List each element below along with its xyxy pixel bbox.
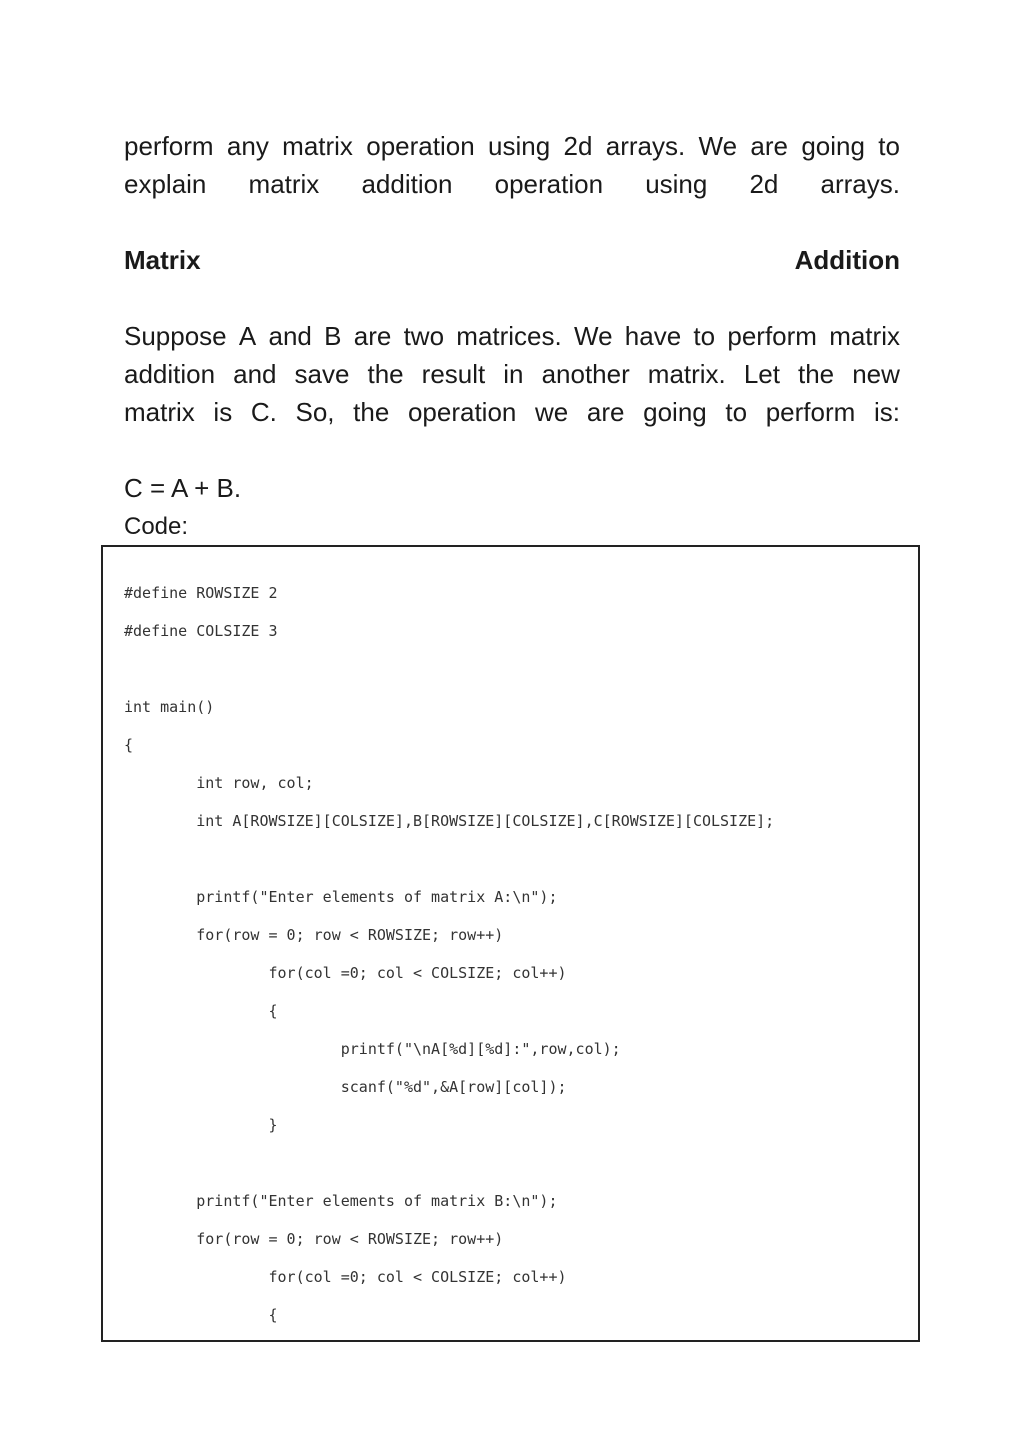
word: operation [407, 397, 517, 427]
code-line: #define ROWSIZE 2 [124, 584, 278, 602]
word: We [574, 321, 613, 351]
word: addition [361, 169, 453, 199]
word: have [624, 321, 682, 351]
word: save [294, 359, 350, 389]
code-line: #define COLSIZE 3 [124, 622, 278, 640]
word: A [238, 321, 257, 351]
paragraph-2-line-3 [124, 396, 900, 428]
word: going [801, 131, 865, 161]
code-line: printf("Enter elements of matrix A:\n"); [124, 888, 558, 906]
word: matrix. [647, 359, 726, 389]
word: using [645, 169, 708, 199]
paragraph-1-line-2 [124, 168, 900, 200]
word: operation [366, 131, 475, 161]
code-line: int main() [124, 698, 215, 716]
code-line: for(row = 0; row < ROWSIZE; row++) [124, 1230, 504, 1248]
word: the [367, 359, 404, 389]
word: the [353, 397, 390, 427]
code-line: { [124, 1002, 278, 1020]
word: and [268, 321, 312, 351]
word: new [852, 359, 900, 389]
word: Suppose [124, 321, 227, 351]
word: Let [743, 359, 780, 389]
word: So, [295, 397, 335, 427]
word: B [324, 321, 342, 351]
word: to [693, 321, 716, 351]
code-line: for(col =0; col < COLSIZE; col++) [124, 1268, 567, 1286]
code-label: Code: [124, 513, 189, 540]
paragraph-1-line-1 [124, 130, 900, 162]
word: we [535, 397, 569, 427]
code-line: } [124, 1116, 278, 1134]
word: another [541, 359, 630, 389]
paragraph-2-line-1 [124, 320, 900, 352]
word: the [798, 359, 835, 389]
word: are [353, 321, 392, 351]
formula: C = A + B. [124, 473, 242, 503]
word: in [503, 359, 524, 389]
word: result [421, 359, 486, 389]
word: to [725, 397, 748, 427]
word: matrices. [456, 321, 562, 351]
word: matrix [829, 321, 900, 351]
word: addition [124, 359, 216, 389]
heading-right: Addition [794, 245, 900, 275]
code-line: printf("Enter elements of matrix B:\n"); [124, 1192, 558, 1210]
word: matrix [124, 397, 195, 427]
heading-left: Matrix [124, 245, 201, 275]
word: We [698, 131, 738, 161]
code-line: printf("\nA[%d][%d]:",row,col); [124, 1040, 621, 1058]
word: arrays. [820, 169, 900, 199]
code-line: { [124, 1306, 278, 1324]
word: is [213, 397, 233, 427]
word: matrix [248, 169, 320, 199]
word: any [226, 131, 269, 161]
word: operation [494, 169, 604, 199]
code-line: int row, col; [124, 774, 314, 792]
word: using [488, 131, 551, 161]
word: arrays. [605, 131, 686, 161]
code-line: { [124, 736, 134, 754]
code-line: int A[ROWSIZE][COLSIZE],B[ROWSIZE][COLSIZE],C[ROWSIZE][COLSIZE]; [124, 812, 775, 830]
word: and [233, 359, 277, 389]
word: are [750, 131, 788, 161]
word: C. [250, 397, 277, 427]
word: 2d [563, 131, 593, 161]
paragraph-2-line-2 [124, 358, 900, 390]
word: going [643, 397, 707, 427]
word: explain [124, 169, 207, 199]
section-heading [124, 244, 900, 276]
code-line: for(row = 0; row < ROWSIZE; row++) [124, 926, 504, 944]
word: 2d [749, 169, 779, 199]
code-line: for(col =0; col < COLSIZE; col++) [124, 964, 567, 982]
word: perform [765, 397, 856, 427]
word: is: [873, 397, 900, 427]
word: perform [124, 131, 214, 161]
word: are [586, 397, 625, 427]
word: to [878, 131, 900, 161]
word: perform [727, 321, 817, 351]
word: two [403, 321, 445, 351]
word: matrix [282, 131, 353, 161]
code-line: scanf("%d",&A[row][col]); [124, 1078, 567, 1096]
